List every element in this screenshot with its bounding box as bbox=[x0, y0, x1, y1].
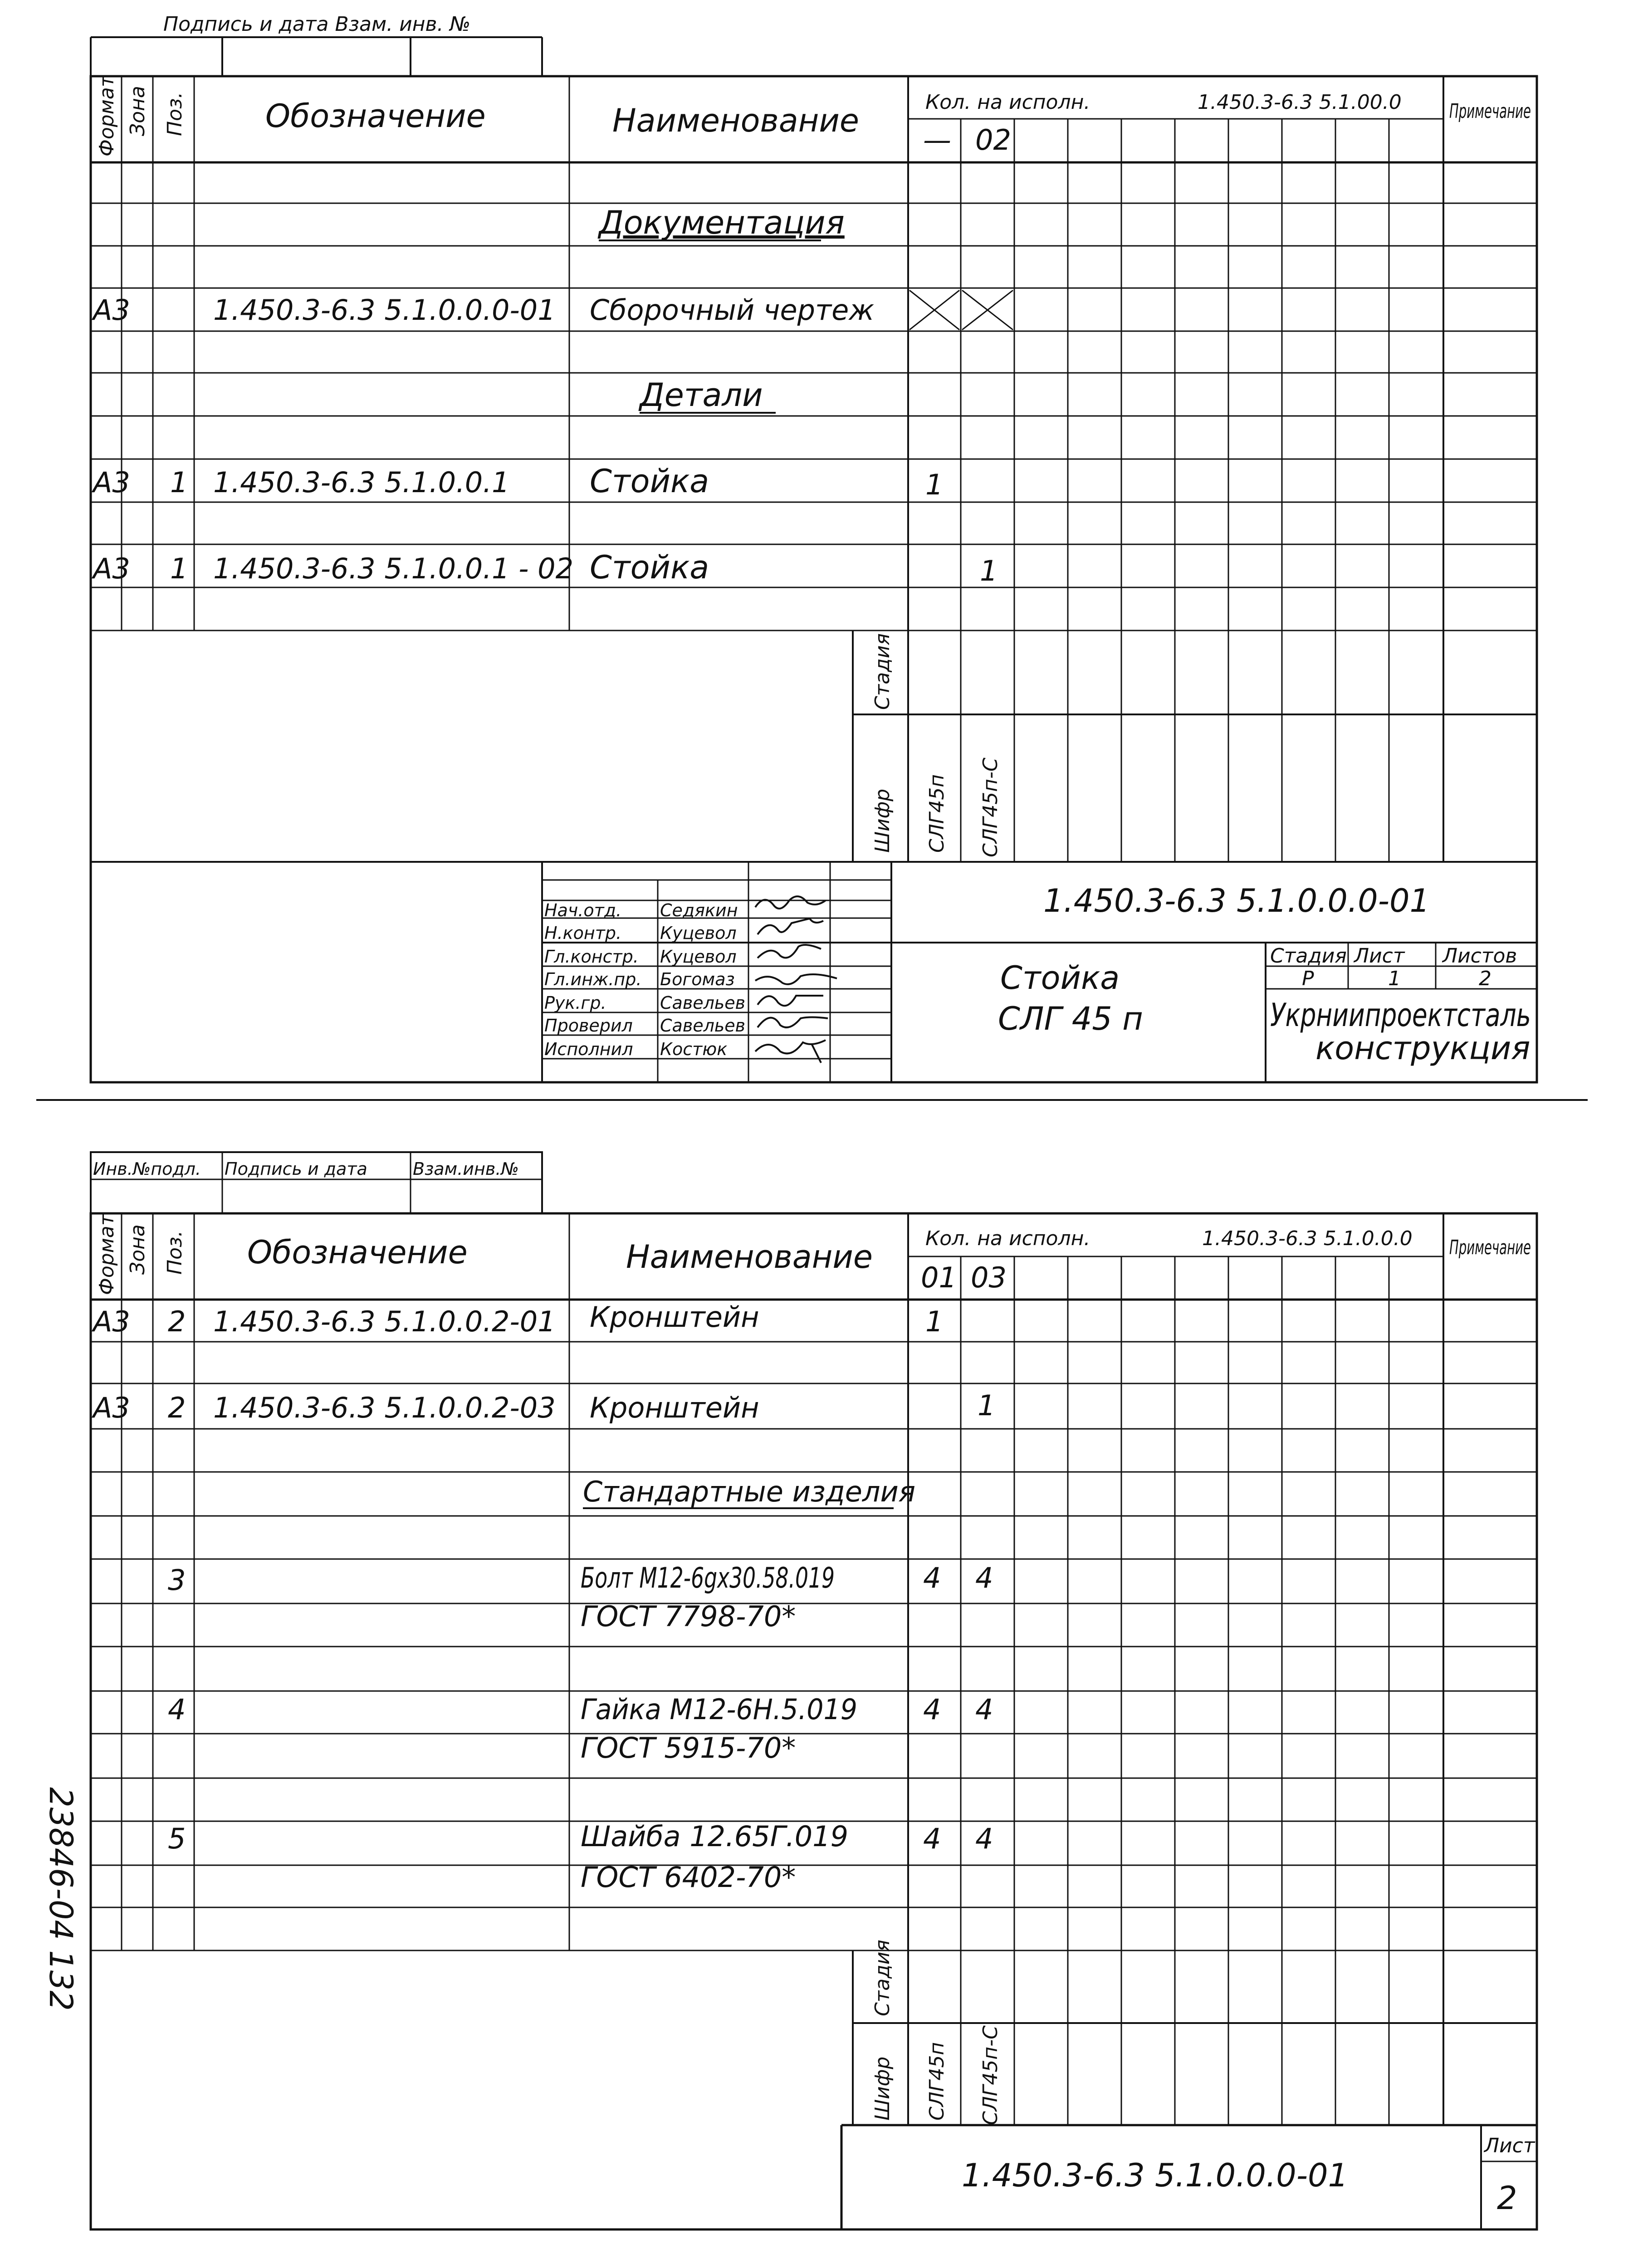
stub-replacement-label: Взам.инв.№ bbox=[413, 1159, 519, 1179]
header-zone: Зона bbox=[126, 86, 149, 136]
sheet1-signatures bbox=[544, 896, 837, 1063]
row-format: А3 bbox=[93, 1305, 130, 1338]
sig-name: Богомаз bbox=[660, 969, 735, 989]
row-name: ГОСТ 7798-70* bbox=[581, 1600, 796, 1633]
row-designation: 1.450.3-6.3 5.1.0.0.2-01 bbox=[213, 1305, 556, 1338]
cipher-1: СЛГ45п bbox=[925, 2042, 949, 2121]
section-heading: Детали bbox=[640, 376, 763, 414]
variant-2: 02 bbox=[975, 123, 1011, 156]
sig-role: Исполнил bbox=[544, 1039, 633, 1059]
header-pos: Поз. bbox=[163, 92, 186, 136]
row-qty-1: 4 bbox=[923, 1561, 941, 1594]
header-zone: Зона bbox=[126, 1224, 149, 1275]
row-format: А3 bbox=[93, 1391, 130, 1424]
stub-signature-label: Подпись и дата bbox=[225, 1159, 367, 1179]
header-qty: Кол. на исполн. bbox=[925, 91, 1090, 114]
cipher-label: Шифр bbox=[871, 788, 894, 853]
cipher-2: СЛГ45п-С bbox=[979, 2025, 1002, 2125]
cipher-2: СЛГ45п-С bbox=[979, 758, 1002, 857]
sig-name: Савельев bbox=[660, 1016, 746, 1036]
row-designation: 1.450.3-6.3 5.1.0.0.1 bbox=[213, 466, 510, 499]
sheet2-stage-cipher bbox=[871, 1940, 1002, 2125]
row-designation: 1.450.3-6.3 5.1.0.0.0-01 bbox=[213, 293, 556, 327]
sig-name: Седякин bbox=[660, 900, 738, 920]
row-qty-1: 1 bbox=[925, 1305, 944, 1338]
header-qty: Кол. на исполн. bbox=[925, 1227, 1090, 1250]
sheets-value: 2 bbox=[1479, 967, 1491, 990]
header-name: Наименование bbox=[626, 1238, 873, 1276]
header-designation: Обозначение bbox=[247, 1234, 468, 1271]
row-qty-2: 4 bbox=[975, 1822, 993, 1855]
row-qty-2: 1 bbox=[980, 554, 998, 587]
sheet2-rows bbox=[91, 1300, 995, 1894]
row-qty-1: 4 bbox=[923, 1822, 941, 1855]
stage-label: Стадия bbox=[871, 633, 894, 710]
cipher-label: Шифр bbox=[871, 2056, 894, 2121]
header-doc-code: 1.450.3-6.3 5.1.0.0.0 bbox=[1202, 1227, 1413, 1250]
sheet1-title-block bbox=[998, 882, 1531, 1067]
row-qty-1: 1 bbox=[925, 468, 944, 501]
sig-name: Куцевол bbox=[660, 947, 737, 967]
document-number: 1.450.3-6.3 5.1.0.0.0-01 bbox=[962, 2157, 1349, 2194]
title-line-2: СЛГ 45 п bbox=[998, 1000, 1143, 1037]
row-designation: 1.450.3-6.3 5.1.0.0.1 - 02 bbox=[213, 552, 574, 585]
stage-header: Стадия bbox=[1270, 944, 1347, 968]
row-name: ГОСТ 5915-70* bbox=[581, 1731, 796, 1765]
row-pos: 1 bbox=[170, 466, 188, 499]
sig-name: Костюк bbox=[660, 1039, 728, 1059]
row-name: Стойка bbox=[590, 463, 709, 500]
margin-archive-number: 23846-04 132 bbox=[42, 1787, 79, 2011]
row-name: ГОСТ 6402-70* bbox=[581, 1861, 796, 1894]
row-name: Кронштейн bbox=[590, 1300, 759, 1334]
sheet1-rows bbox=[91, 204, 998, 587]
document-number: 1.450.3-6.3 5.1.0.0.0-01 bbox=[1043, 882, 1430, 919]
sig-name: Савельев bbox=[660, 993, 746, 1013]
header-name: Наименование bbox=[612, 102, 859, 139]
sheet1-header bbox=[95, 75, 1531, 156]
sig-role: Проверил bbox=[544, 1016, 633, 1036]
header-designation: Обозначение bbox=[265, 98, 486, 135]
row-format: А3 bbox=[93, 552, 130, 585]
variant-1: 01 bbox=[921, 1261, 957, 1294]
organization-line-2: конструкция bbox=[1315, 1030, 1531, 1067]
row-pos: 4 bbox=[168, 1693, 186, 1726]
sheet-header: Лист bbox=[1354, 944, 1405, 968]
row-name: Стойка bbox=[590, 549, 709, 586]
row-format: А3 bbox=[93, 466, 130, 499]
sig-role: Н.контр. bbox=[544, 923, 622, 943]
sheet2-header bbox=[95, 1213, 1531, 1295]
section-heading: Документация bbox=[599, 204, 845, 241]
stage-value: Р bbox=[1302, 967, 1314, 990]
cipher-1: СЛГ45п bbox=[925, 774, 949, 853]
sheet-value: 2 bbox=[1497, 2180, 1517, 2217]
sheet-header: Лист bbox=[1484, 2134, 1535, 2157]
header-format: Формат bbox=[95, 1214, 118, 1295]
row-name: Болт М12-6gх30.58.019 bbox=[581, 1561, 835, 1594]
stub-inv-label: Инв.№подл. bbox=[93, 1159, 201, 1179]
sheet2-top-stub bbox=[93, 1159, 519, 1179]
sig-role: Рук.гр. bbox=[544, 993, 606, 1013]
sheet2-title-stamp bbox=[962, 2134, 1535, 2217]
row-pos: 2 bbox=[168, 1305, 186, 1338]
header-note: Примечание bbox=[1449, 1236, 1531, 1259]
handwritten-signatures bbox=[755, 896, 837, 1063]
organization-line-1: Укрниипроектсталь bbox=[1270, 997, 1531, 1034]
row-format: А3 bbox=[93, 293, 130, 327]
row-pos: 3 bbox=[168, 1564, 186, 1597]
row-qty-2: 1 bbox=[978, 1389, 996, 1422]
variant-2: 03 bbox=[971, 1261, 1007, 1294]
header-pos: Поз. bbox=[163, 1230, 186, 1275]
row-name: Кронштейн bbox=[590, 1391, 759, 1424]
row-name: Гайка М12-6Н.5.019 bbox=[581, 1693, 857, 1726]
sig-role: Нач.отд. bbox=[544, 900, 622, 920]
sig-role: Гл.констр. bbox=[544, 947, 639, 967]
row-pos: 2 bbox=[168, 1391, 186, 1424]
top-stub-labels: Подпись и дата Взам. инв. № bbox=[163, 13, 471, 36]
row-name: Шайба 12.65Г.019 bbox=[581, 1820, 848, 1853]
row-qty-2: 4 bbox=[975, 1693, 993, 1726]
row-pos: 1 bbox=[170, 552, 188, 585]
sheet-value: 1 bbox=[1388, 967, 1401, 990]
row-pos: 5 bbox=[168, 1822, 186, 1855]
section-heading: Стандартные изделия bbox=[583, 1475, 916, 1508]
row-qty-1: 4 bbox=[923, 1693, 941, 1726]
row-name: Сборочный чертеж bbox=[590, 293, 875, 327]
sheet1-stage-cipher bbox=[871, 633, 1002, 857]
sig-name: Куцевол bbox=[660, 923, 737, 943]
header-doc-code: 1.450.3-6.3 5.1.00.0 bbox=[1198, 91, 1402, 114]
row-qty-2: 4 bbox=[975, 1561, 993, 1594]
stage-label: Стадия bbox=[871, 1940, 894, 2016]
header-note: Примечание bbox=[1449, 100, 1531, 123]
sig-role: Гл.инж.пр. bbox=[544, 969, 642, 989]
title-line-1: Стойка bbox=[1000, 959, 1120, 997]
row-designation: 1.450.3-6.3 5.1.0.0.2-03 bbox=[213, 1391, 556, 1424]
sheets-header: Листов bbox=[1443, 944, 1517, 968]
header-format: Формат bbox=[95, 75, 118, 156]
variant-1: — bbox=[923, 123, 951, 156]
